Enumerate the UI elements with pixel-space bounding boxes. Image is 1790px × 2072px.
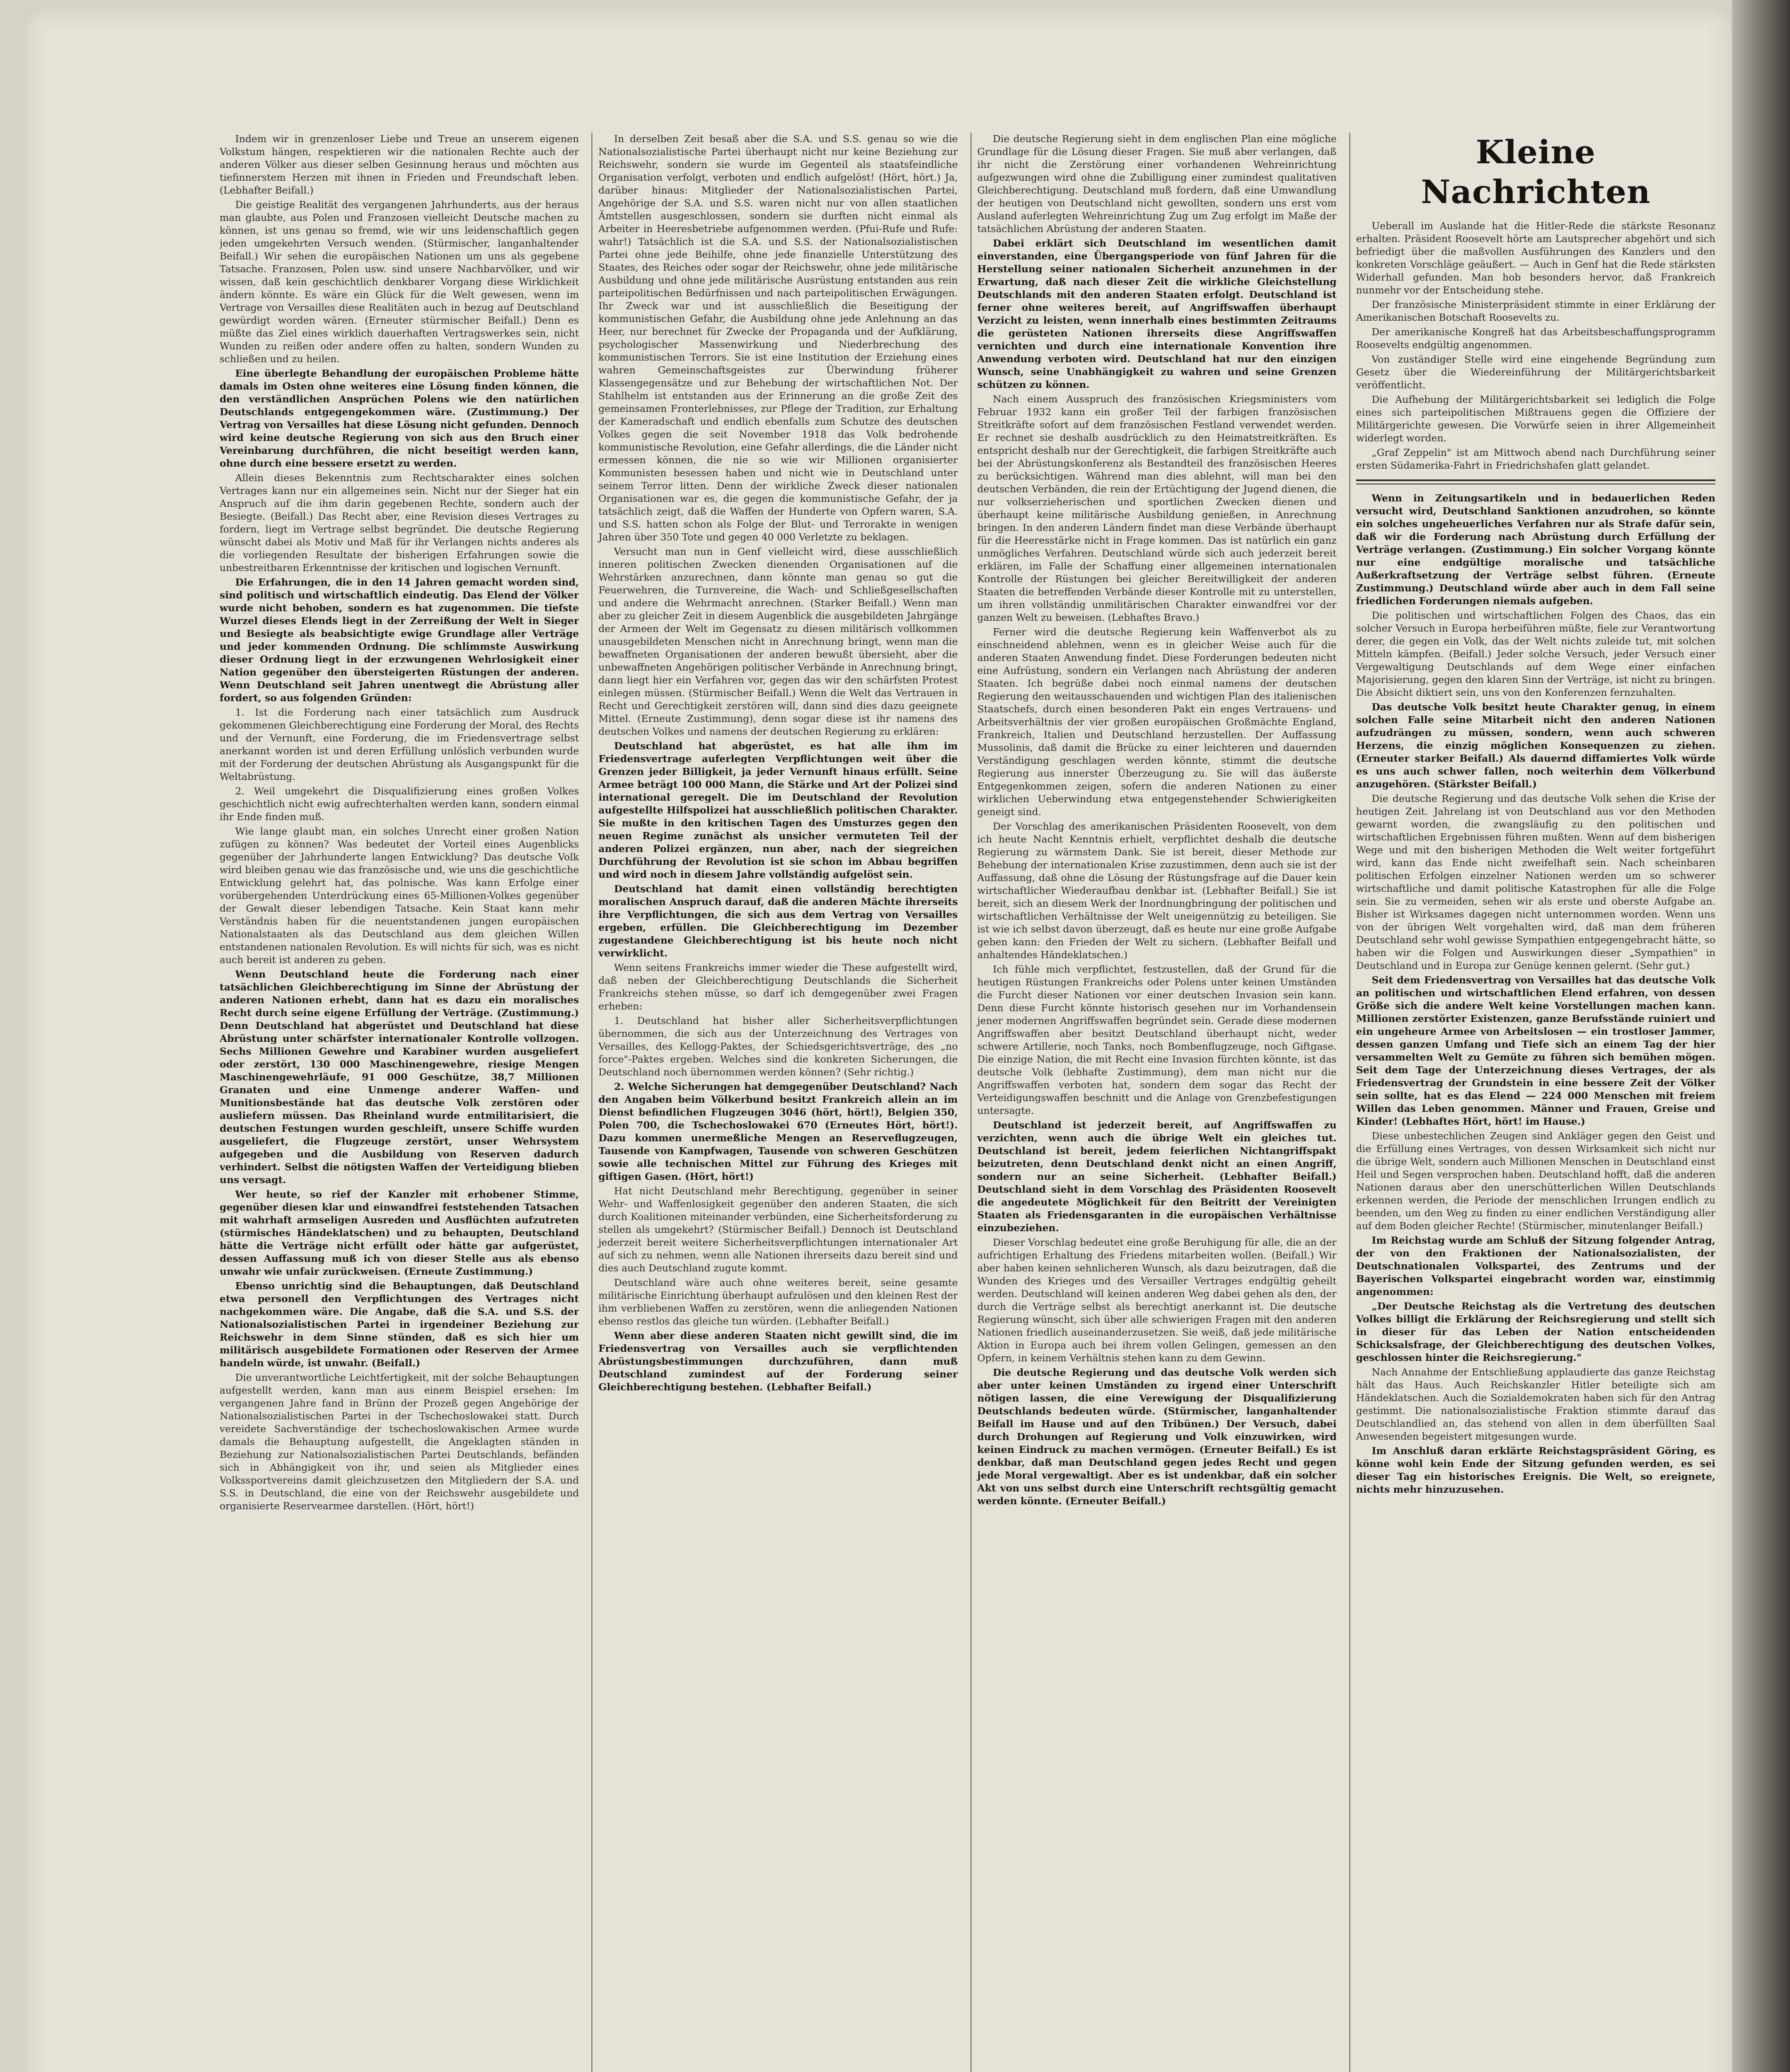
paragraph: Von zuständiger Stelle wird eine eingehende Begründung zum Gesetz über die Wiedereinführung der Militärgerichtsbarkeit veröffentlicht.: [1356, 353, 1715, 391]
paragraph: Die politischen und wirtschaftlichen Folgen des Chaos, das ein solcher Versuch in Europa herbeiführen müßte, fiele zur Verantwortung derer, die gegen ein Volk, das der Welt nichts zuleide tut, mit solchen Mitteln kämpfen. (Beifall.) Jeder solche Versuch, jeder Versuch einer Vergewaltigung Deutschlands auf dem Wege einer einfachen Majorisierung, gegen den klaren Sinn der Verträge, ist nicht zu bringen. Die Absicht diktiert sein, uns von den Konferenzen fernzuhalten.: [1356, 610, 1715, 698]
paragraph: Diese unbestechlichen Zeugen sind Ankläger gegen den Geist und die Erfüllung eines Vertrages, von dessen Wirksamkeit sich nicht nur die übrige Welt, sondern auch Millionen Menschen in Deutschland einst Heil und Segen versprochen haben. Deutschland hofft, daß die anderen Nationen daraus aber den unerschütterlichen Willen Deutschlands erkennen werden, die Periode der menschlichen Irrungen endlich zu beenden, um den Weg zu finden zu einer endlichen Verständigung aller auf dem Boden gleicher Rechte! (Stürmischer, minutenlanger Beifall.): [1356, 1130, 1715, 1232]
paragraph: Deutschland hat damit einen vollständig berechtigten moralischen Anspruch darauf, daß die anderen Mächte ihrerseits ihre Verpflichtungen, die sich aus dem Vertrag von Versailles ergeben, erfüllen. Die Gleichberechtigung im Dezember zugestandene Gleichberechtigung ist bis heute noch nicht verwirklicht.: [598, 883, 958, 959]
paragraph: Die deutsche Regierung und das deutsche Volk sehen die Krise der heutigen Zeit. Jahrelang ist von Deutschland aus vor den Methoden gewarnt worden, die zwangsläufig zu den politischen und wirtschaftlichen Ergebnissen führen mußten. Wenn auf dem bisherigen Wege und mit den bisherigen Methoden die Welt weiter fortgeführt wird, kann das Ende nicht zweifelhaft sein. Nach scheinbaren politischen Erfolgen einzelner Nationen werden um so schwerer wirtschaftliche und damit politische Katastrophen für alle die Folge sein. Sie zu vermeiden, sehen wir als erste und oberste Aufgabe an. Bisher ist Wirksames dagegen nicht unternommen worden. Wenn uns von der übrigen Welt vorgehalten wird, daß man dem früheren Deutschland sehr wohl gewisse Sympathien entgegengebracht hätte, so haben wir die Folgen und Auswirkungen dieser „Sympathien" in Deutschland und in Europa zur Genüge kennen gelernt. (Sehr gut.): [1356, 793, 1715, 971]
paragraph: Hat nicht Deutschland mehr Berechtigung, gegenüber in seiner Wehr- und Waffenlosigkeit gegenüber den anderen Staaten, die sich durch Koalitionen miteinander verbünden, eine Sicherheitsforderung zu stellen als umgekehrt? (Stürmischer Beifall.) Dennoch ist Deutschland jederzeit bereit weitere Sicherheitsverpflichtungen internationaler Art auf sich zu nehmen, wenn alle Nationen ihrerseits dazu bereit sind und dies auch Deutschland zugute kommt.: [598, 1185, 958, 1274]
paragraph: Dieser Vorschlag bedeutet eine große Beruhigung für alle, die an der aufrichtigen Erhaltung des Friedens mitarbeiten wollen. (Beifall.) Wir aber haben keinen sehnlicheren Wunsch, als dazu beizutragen, daß die Wunden des Krieges und des Versailler Vertrages endgültig geheilt werden. Deutschland will keinen anderen Weg dabei gehen als den, der durch die Verträge selbst als berechtigt anerkannt ist. Die deutsche Regierung wünscht, sich über alle schwierigen Fragen mit den anderen Nationen friedlich auseinanderzusetzen. Sie weiß, daß jede militärische Aktion in Europa auch bei ihrem vollen Gelingen, gemessen an den Opfern, in keinem Verhältnis stehen kann zu dem Gewinn.: [977, 1237, 1337, 1364]
speech-continuation: [1356, 492, 1715, 1496]
paragraph: Wenn in Zeitungsartikeln und in bedauerlichen Reden versucht wird, Deutschland Sanktionen anzudrohen, so könnte ein solches ungeheuerliches Verfahren nur als Strafe dafür sein, daß wir die Forderung nach Abrüstung durch Erfüllung der Verträge verlangen. (Zustimmung.) Ein solcher Vorgang könnte nur eine endgültige moralische und tatsächliche Außerkraftsetzung der Verträge selbst führen. (Erneute Zustimmung.) Deutschland würde aber auch in dem Fall seine friedlichen Forderungen niemals aufgeben.: [1356, 492, 1715, 607]
paragraph: Nach einem Ausspruch des französischen Kriegsministers vom Februar 1932 kann ein großer Teil der farbigen französischen Streitkräfte sofort auf dem französischen Festland verwendet werden. Er rechnet sie deshalb ausdrücklich zu den Heimatstreitkräften. Es entspricht deshalb nur der Gerechtigkeit, die farbigen Streitkräfte auch bei der Abrüstungskonferenz als Bestandteil des französischen Heeres zu berücksichtigen. Während man dies ablehnt, will man bei den deutschen Verbänden, die rein der Ertüchtigung der Jugend dienen, die nur volkserzieherischen und sportlichen Zwecken dienen und überhaupt keine militärische Ausbildung genießen, in Anrechnung bringen. In den anderen Ländern findet man diese Verbände überhaupt für die Heeresstärke nicht in Frage kommen. Das ist natürlich ein ganz unmögliches Verfahren. Deutschland würde sich auch jederzeit bereit erklären, im Falle der Schaffung einer allgemeinen internationalen Kontrolle der Rüstungen bei gleicher Bereitwilligkeit der anderen Staaten die betreffenden Verbände dieser Kontrolle mit zu unterstellen, um ihren vollständig unmilitärischen Charakter einwandfrei vor der ganzen Welt zu beweisen. (Lebhaftes Bravo.): [977, 393, 1337, 623]
column-4: [1349, 133, 1715, 2072]
paragraph: „Graf Zeppelin" ist am Mittwoch abend nach Durchführung seiner ersten Südamerika-Fahrt in Friedrichshafen glatt gelandet.: [1356, 447, 1715, 471]
paragraph: Wenn seitens Frankreichs immer wieder die These aufgestellt wird, daß neben der Gleichberechtigung Deutschlands die Sicherheit Frankreichs stehen müsse, so darf ich demgegenüber zwei Fragen erheben:: [598, 962, 958, 1012]
column-1: [220, 133, 579, 2072]
paragraph: Wenn aber diese anderen Staaten nicht gewillt sind, die im Friedensvertrag von Versailles auch sie verpflichtenden Abrüstungsbestimmungen durchzuführen, dann muß Deutschland zumindest auf der Forderung seiner Gleichberechtigung bestehen. (Lebhafter Beifall.): [598, 1330, 958, 1393]
paragraph: Versucht man nun in Genf vielleicht wird, diese ausschließlich inneren politischen Zwecken dienenden Organisationen auf die Wehrstärken anzurechnen, dann könnte man genau so gut die Feuerwehren, die Turnvereine, die Wach- und Schließgesellschaften und andere die Wehrmacht anrechnen. (Starker Beifall.) Wenn man aber zu gleicher Zeit in diesem Augenblick die ausgebildeten Jahrgänge der Armeen der Welt im Gegensatz zu diesen militärisch vollkommen unausgebildeten Menschen nicht in Anrechnung bringt, wenn man die bewaffneten Organisationen der anderen bewußt übersieht, aber die unbewaffneten Angehörigen politischer Verbände in Anrechnung bringt, dann liegt hier ein Verfahren vor, gegen das wir den schärfsten Protest einlegen müssen. (Stürmischer Beifall.) Wenn die Welt das Vertrauen in Recht und Gerechtigkeit zerstören will, dann sind dies dazu geeignete Mittel. (Erneute Zustimmung), denn sogar diese ist ihr namens des deutschen Volkes und namens der deutschen Regierung zu erklären:: [598, 546, 958, 737]
paragraph: Deutschland hat abgerüstet, es hat alle ihm im Friedensvertrage auferlegten Verpflichtungen weit über die Grenzen jeder Billigkeit, ja jeder Vernunft hinaus erfüllt. Seine Armee beträgt 100 000 Mann, die Stärke und Art der Polizei sind international geregelt. Die im Deutschland der Revolution aufgestellte Hilfspolizei hat ausschließlich politischen Charakter. Sie mußte in den kritischen Tagen des Umsturzes gegen den neuen Regime zunächst als unsicher vermuteten Teil der anderen Polizei ergänzen, nun aber, nach der siegreichen Durchführung der Revolution ist sie schon im Abbau begriffen und wird noch in diesem Jahre vollständig aufgelöst sein.: [598, 740, 958, 880]
paragraph: Ferner wird die deutsche Regierung kein Waffenverbot als zu einschneidend ablehnen, wenn es in gleicher Weise auch für die anderen Staaten Anwendung findet. Diese Forderungen bedeuten nicht eine Aufrüstung, sondern ein Verlangen nach Abrüstung der anderen Staaten. Ich begrüße dabei noch einmal namens der deutschen Regierung den weitausschauenden und wichtigen Plan des italienischen Staatschefs, durch einen besonderen Pakt ein enges Vertrauens- und Arbeitsverhältnis der vier großen europäischen Großmächte England, Frankreich, Italien und Deutschland herzustellen. Der Auffassung Mussolinis, daß damit die Brücke zu einer leichteren und dauernden Verständigung geschlagen werden könnte, stimmt die deutsche Regierung aus innerster Überzeugung zu. Sie will das äußerste Entgegenkommen zeigen, sofern die anderen Nationen zu einer wirklichen Ueberwindung etwa entgegenstehender Schwierigkeiten geneigt sind.: [977, 626, 1337, 818]
paragraph: Nach Annahme der Entschließung applaudierte das ganze Reichstag hält das Haus. Auch Reichskanzler Hitler beteiligte sich am Händeklatschen. Auch die Sozialdemokraten haben sich für den Antrag gestimmt. Die nationalsozialistische Fraktion stimmte darauf das Deutschlandlied an, das stehend von allen in dem überfüllten Saal Anwesenden begeistert mitgesungen wurde.: [1356, 1366, 1715, 1442]
paragraph: Wie lange glaubt man, ein solches Unrecht einer großen Nation zufügen zu können? Was bedeutet der Vorteil eines Augenblicks gegenüber der Jahrhunderte langen Entwicklung? Das deutsche Volk wird bleiben genau wie das französische und, wie uns die geschichtliche Entwicklung gelehrt hat, das polnische. Was kann Erfolge einer vorübergehenden Unterdrückung eines 65-Millionen-Volkes gegenüber der Gewalt dieser lebendigen Tatsache. Kein Staat kann mehr Verständnis haben für die neuentstandenen jungen europäischen Nationalstaaten als das Deutschland aus dem gleichen Willen entstandenen nationalen Revolution. Es will nichts für sich, was es nicht auch bereit ist anderen zu geben.: [220, 825, 579, 966]
section-headline: Kleine Nachrichten: [1421, 133, 1651, 211]
paragraph: Die unverantwortliche Leichtfertigkeit, mit der solche Behauptungen aufgestellt werden, kann man aus einem Beispiel ersehen: Im vergangenen Jahre fand in Brünn der Prozeß gegen Angehörige der Nationalsozialistischen Partei in der Tschechoslowakei statt. Durch vereidete Sachverständige der tschechoslowakischen Armee wurde damals die Behauptung aufgestellt, die Angeklagten ständen in Beziehung zur Nationalsozialistischen Partei Deutschlands, befänden sich in Abhängigkeit von ihr, und seien als Mitglieder eines Volkssportvereins damit gleichzusetzen den Mitgliedern der S.A. und S.S. in Deutschland, die eine von der Reichswehr ausgebildete und organisierte Reservearmee darstellen. (Hört, hört!): [220, 1372, 579, 1512]
paragraph: Deutschland ist jederzeit bereit, auf Angriffswaffen zu verzichten, wenn auch die übrige Welt ein gleiches tut. Deutschland ist bereit, jedem feierlichen Nichtangriffspakt beizutreten, denn Deutschland denkt nicht an einen Angriff, sondern nur an seine Sicherheit. (Lebhafter Beifall.) Deutschland sieht in dem Vorschlag des Präsidenten Roosevelt die angedeutete Möglichkeit für den Beitritt der Vereinigten Staaten als Friedensgaranten in die europäischen Verhältnisse einzubeziehen.: [977, 1119, 1337, 1234]
newspaper-page: [25, 8, 1732, 2072]
paragraph: Die deutsche Regierung und das deutsche Volk werden sich aber unter keinen Umständen zu irgend einer Unterschrift nötigen lassen, die eine Verewigung der Disqualifizierung Deutschlands bedeuten würde. (Stürmischer, langanhaltender Beifall im Hause und auf den Tribünen.) Der Versuch, dabei durch Drohungen auf Regierung und Volk einzuwirken, wird keinen Eindruck zu machen vermögen. (Erneuter Beifall.) Es ist denkbar, daß man Deutschland gegen jedes Recht und gegen jede Moral vergewaltigt. Aber es ist undenkbar, daß ein solcher Akt von uns selbst durch eine Unterschrift rechtsgültig gemacht werden könnte. (Erneuter Beifall.): [977, 1367, 1337, 1507]
paragraph: 2. Welche Sicherungen hat demgegenüber Deutschland? Nach den Angaben beim Völkerbund besitzt Frankreich allein an im Dienst befindlichen Flugzeugen 3046 (hört, hört!), Belgien 350, Polen 700, die Tschechoslowakei 670 (Erneutes Hört, hört!). Dazu kommen unermeßliche Mengen an Reserveflugzeugen, Tausende von Kampfwagen, Tausende von schweren Geschützen sowie alle technischen Mittel zur Führung des Krieges mit giftigen Gasen. (Hört, hört!): [598, 1081, 958, 1182]
column-3: [970, 133, 1337, 2072]
paragraph: Wenn Deutschland heute die Forderung nach einer tatsächlichen Gleichberechtigung im Sinne der Abrüstung der anderen Nationen erhebt, dann hat es dazu ein moralisches Recht durch seine eigene Erfüllung der Verträge. (Zustimmung.) Denn Deutschland hat abgerüstet und Deutschland hat diese Abrüstung unter schärfster internationaler Kontrolle vollzogen. Sechs Millionen Gewehre und Karabiner wurden ausgeliefert oder zerstört, 130 000 Maschinengewehre, riesige Mengen Maschinengewehrläufe, 91 000 Geschütze, 38,7 Millionen Granaten und eine Unmenge anderer Waffen- und Munitionsbestände hat das deutsche Volk zerstören oder ausliefern müssen. Das Rheinland wurde entmilitarisiert, die deutschen Festungen wurden geschleift, unsere Schiffe wurden ausgeliefert, die Flugzeuge zerstört, unser Wehrsystem aufgegeben und die Ausbildung von Reserven dadurch verhindert. Selbst die nötigsten Waffen der Verteidigung blieben uns versagt.: [220, 968, 579, 1186]
paragraph: Die Aufhebung der Militärgerichtsbarkeit sei lediglich die Folge eines sich parteipolitischen Mißtrauens gegen die Offiziere der Militärgerichte gewesen. Die Vorwürfe seien in ihrer Allgemeinheit widerlegt worden.: [1356, 394, 1715, 444]
paragraph: Der amerikanische Kongreß hat das Arbeitsbeschaffungsprogramm Roosevelts endgültig angenommen.: [1356, 326, 1715, 351]
section-divider: [1356, 479, 1715, 484]
columns-container: [220, 133, 1715, 2072]
paragraph: Der Vorschlag des amerikanischen Präsidenten Roosevelt, von dem ich heute Nacht Kenntnis erhielt, verpflichtet deshalb die deutsche Regierung zu wärmstem Dank. Sie ist bereit, dieser Methode zur Behebung der internationalen Krise zuzustimmen, denn auch sie ist der Auffassung, daß ohne die Lösung der Rüstungsfrage auf die Dauer kein wirtschaftlicher Wiederaufbau denkbar ist. (Lebhafter Beifall.) Sie ist bereit, sich an diesem Werk der Inordnungbringung der politischen und wirtschaftlichen Verhältnisse der Welt uneigennützig zu beteiligen. Sie ist wie ich selbst davon überzeugt, daß es heute nur eine große Aufgabe geben kann: den Frieden der Welt zu sichern. (Lebhafter Beifall und anhaltendes Händeklatschen.): [977, 821, 1337, 961]
paragraph: Seit dem Friedensvertrag von Versailles hat das deutsche Volk an politischen und wirtschaftlichen Elend erfahren, von dessen Größe sich die andere Welt keine Vorstellungen machen kann. Millionen zerstörter Existenzen, ganze Berufsstände ruiniert und ein ungeheure Armee von Arbeitslosen — ein trostloser Jammer, dessen ganzen Umfang und Tiefe sich an einem Tag der hier versammelten Welt zu Gemüte zu führen sich bemühen mögen. Seit dem Tage der Unterzeichnung dieses Vertrages, der als Friedensvertrag der Grundstein in eine bessere Zeit der Völker sein sollte, hat es das Elend — 224 000 Menschen mit freiem Willen das Leben genommen. Männer und Frauen, Greise und Kinder! (Lebhaftes Hört, hört! im Hause.): [1356, 974, 1715, 1127]
paragraph: Die deutsche Regierung sieht in dem englischen Plan eine mögliche Grundlage für die Lösung dieser Fragen. Sie muß aber verlangen, daß ihr nicht die Zerstörung einer vorhandenen Wehreinrichtung aufgezwungen wird ohne die Zubilligung einer zumindest qualitativen Gleichberechtigung. Deutschland muß fordern, daß eine Umwandlung der heutigen von Deutschland nicht gewollten, sondern uns erst vom Ausland auferlegten Wehreinrichtung Zug um Zug erfolgt im Maße der tatsächlichen Abrüstung der anderen Staaten.: [977, 133, 1337, 235]
paragraph: 1. Deutschland hat bisher aller Sicherheitsverpflichtungen übernommen, die sich aus der Unterzeichnung des Vertrages von Versailles, des Kellogg-Paktes, der Schiedsgerichtsverträge, des „no force"-Paktes ergeben. Welches sind die konkreten Sicherungen, die Deutschland noch übernommen werden können? (Sehr richtig.): [598, 1015, 958, 1078]
paragraph: Die geistige Realität des vergangenen Jahrhunderts, aus der heraus man glaubte, aus Polen und Franzosen vielleicht Deutsche machen zu können, ist uns genau so fremd, wie wir uns leidenschaftlich gegen jeden umgekehrten Versuch wenden. (Stürmischer, langanhaltender Beifall.) Wir sehen die europäischen Nationen um uns als gegebene Tatsache. Franzosen, Polen usw. sind unsere Nachbarvölker, und wir wissen, daß kein geschichtlich denkbarer Vorgang diese Wirklichkeit ändern könnte. Es wäre ein Glück für die Welt gewesen, wenn im Vertrage von Versailles diese Realitäten auch in bezug auf Deutschland gewürdigt worden wären. (Erneuter stürmischer Beifall.) Denn es müßte das Ziel eines wirklich dauerhaften Vertragswerkes sein, nicht Wunden zu reißen oder andere offen zu halten, sondern Wunden zu schließen und zu heilen.: [220, 199, 579, 365]
book-binding-edge: [1732, 0, 1790, 2072]
paragraph: Eine überlegte Behandlung der europäischen Probleme hätte damals im Osten ohne weiteres eine Lösung finden können, die den verständlichen Ansprüchen Polens wie den natürlichen Deutschlands entgegengekommen wäre. (Zustimmung.) Der Vertrag von Versailles hat diese Lösung nicht gefunden. Dennoch wird keine deutsche Regierung von sich aus den Bruch einer Vereinbarung durchführen, die nicht beseitigt werden kann, ohne durch eine bessere ersetzt zu werden.: [220, 368, 579, 469]
paragraph: Der französische Ministerpräsident stimmte in einer Erklärung der Amerikanischen Botschaft Roosevelts zu.: [1356, 299, 1715, 323]
paragraph: Ich fühle mich verpflichtet, festzustellen, daß der Grund für die heutigen Rüstungen Frankreichs oder Polens unter keinen Umständen die Furcht dieser Nationen vor einer deutschen Invasion sein kann. Denn diese Furcht könnte historisch gesehen nur im Vorhandensein jener modernen Angriffswaffen begründet sein. Gerade diese modernen Angriffswaffen aber besitzt Deutschland überhaupt nicht, weder schwere Artillerie, noch Tanks, noch Bombenflugzeuge, noch Giftgase. Die einzige Nation, die mit Recht eine Invasion fürchten könnte, ist das deutsche Volk (lebhafte Zustimmung), dem man nicht nur die Angriffswaffen verboten hat, sondern dem sogar das Recht der Verteidigungswaffen beschnitt und die Anlage von Grenzbefestigungen untersagte.: [977, 963, 1337, 1116]
column-2: [591, 133, 958, 2072]
paragraph: Ebenso unrichtig sind die Behauptungen, daß Deutschland etwa personell den Verpflichtungen des Vertrages nicht nachgekommen wäre. Die Angabe, daß die S.A. und S.S. der Nationalsozialistischen Partei in irgendeiner Beziehung zur Reichswehr in dem Sinne stünden, daß es sich hier um militärisch ausgebildete Formationen oder Reserven der Armee handeln würde, ist unwahr. (Beifall.): [220, 1280, 579, 1369]
paragraph: Wer heute, so rief der Kanzler mit erhobener Stimme, gegenüber diesen klar und einwandfrei feststehenden Tatsachen mit wahrhaft armseligen Ausreden und Ausflüchten aufzutreten (stürmisches Händeklatschen) und zu behaupten, Deutschland hätte die Verträge nicht erfüllt oder hätte gar aufgerüstet, dessen Auffassung muß ich von dieser Stelle aus als ebenso unwahr wie unfair zurückweisen. (Erneute Zustimmung.): [220, 1188, 579, 1277]
short-news-list: [1356, 220, 1715, 472]
paragraph: Dabei erklärt sich Deutschland im wesentlichen damit einverstanden, eine Übergangsperiode von fünf Jahren für die Herstellung seiner nationalen Sicherheit anzunehmen in der Erwartung, daß nach dieser Zeit die wirkliche Gleichstellung Deutschlands mit den anderen Staaten erfolgt. Deutschland ist ferner ohne weiteres bereit, auf Angriffswaffen überhaupt Verzicht zu leisten, wenn innerhalb eines bestimmten Zeitraums die gerüsteten Nationen ihrerseits diese Angriffswaffen vernichten und durch eine internationale Konvention ihre Anwendung verboten wird. Deutschland hat nur den einzigen Wunsch, seine Unabhängigkeit zu wahren und seine Grenzen schützen zu können.: [977, 237, 1337, 390]
paragraph: Im Anschluß daran erklärte Reichstagspräsident Göring, es könne wohl kein Ende der Sitzung gefunden werden, es sei dieser Tag ein historisches Ereignis. Die Welt, so ereignete, nichts mehr hinzuzusehen.: [1356, 1445, 1715, 1495]
paragraph: Das deutsche Volk besitzt heute Charakter genug, in einem solchen Falle seine Mitarbeit nicht den anderen Nationen aufzudrängen zu müssen, sondern, wenn auch schweren Herzens, die einzig möglichen Konsequenzen zu ziehen. (Erneuter starker Beifall.) Als dauernd diffamiertes Volk würde es uns auch schwer fallen, noch weiterhin dem Völkerbund anzugehören. (Stärkster Beifall.): [1356, 701, 1715, 790]
paragraph: 1. Ist die Forderung nach einer tatsächlich zum Ausdruck gekommenen Gleichberechtigung eine Forderung der Moral, des Rechts und der Vernunft, eine Forderung, die im Friedensvertrage selbst anerkannt worden ist und deren Erfüllung unlöslich verbunden wurde mit der Forderung der deutschen Abrüstung als Ausgangspunkt für die Weltabrüstung.: [220, 707, 579, 782]
paragraph: Indem wir in grenzenloser Liebe und Treue an unserem eigenen Volkstum hängen, respektieren wir die nationalen Rechte auch der anderen Völker aus dieser selben Gesinnung heraus und möchten aus tiefinnerstem Herzen mit ihnen in Frieden und Freundschaft leben. (Lebhafter Beifall.): [220, 133, 579, 196]
paragraph: 2. Weil umgekehrt die Disqualifizierung eines großen Volkes geschichtlich nicht ewig aufrechterhalten werden kann, sondern einmal ihr Ende finden muß.: [220, 785, 579, 823]
paragraph: Deutschland wäre auch ohne weiteres bereit, seine gesamte militärische Einrichtung überhaupt aufzulösen und den kleinen Rest der ihm verbliebenen Waffen zu zerstören, wenn die anliegenden Nationen ebenso restlos das gleiche tun würden. (Lebhafter Beifall.): [598, 1277, 958, 1327]
paragraph: Die Erfahrungen, die in den 14 Jahren gemacht worden sind, sind politisch und wirtschaftlich eindeutig. Das Elend der Völker wurde nicht behoben, sondern es hat zugenommen. Die tiefste Wurzel dieses Elends liegt in der Zerreißung der Welt in Sieger und Besiegte als beabsichtigte ewige Grundlage aller Verträge und jeder kommenden Ordnung. Die schlimmste Auswirkung dieser Ordnung liegt in der erzwungenen Wehrlosigkeit einer Nation gegenüber den übersteigerten Rüstungen der anderen. Wenn Deutschland seit Jahren unentwegt die Abrüstung aller fordert, so aus folgenden Gründen:: [220, 576, 579, 704]
paragraph: Im Reichstag wurde am Schluß der Sitzung folgender Antrag, der von den Fraktionen der Nationalsozialisten, der Deutschnationalen Volkspartei, des Zentrums und der Bayerischen Volkspartei eingebracht worden war, einstimmig angenommen:: [1356, 1234, 1715, 1297]
paragraph: Ueberall im Auslande hat die Hitler-Rede die stärkste Resonanz erhalten. Präsident Roosevelt hörte am Lautsprecher abgehört und sich befriedigt über die maßvollen Ausführungen des Kanzlers und den konkreten Vorschläge geäußert. — Auch in Genf hat die Rede stärksten Widerhall gefunden. Man hob besonders hervor, daß Frankreich nunmehr vor der Entscheidung stehe.: [1356, 220, 1715, 296]
paragraph: In derselben Zeit besaß aber die S.A. und S.S. genau so wie die Nationalsozialistische Partei überhaupt nicht nur keine Beziehung zur Reichswehr, sondern sie wurde im Gegenteil als staatsfeindliche Organisation verfolgt, verboten und endlich aufgelöst! (Hört, hört.) Ja, darüber hinaus: Mitglieder der Nationalsozialistischen Partei, Angehörige der S.A. und S.S. waren nicht nur von allen staatlichen Ämtstellen ausgeschlossen, sondern sie durften nicht einmal als Arbeiter in Heeresbetriebe aufgenommen werden. (Pfui-Rufe und Rufe: wahr!) Tatsächlich ist die S.A. und S.S. der Nationalsozialistischen Partei ohne jede Beihilfe, ohne jede finanzielle Unterstützung des Staates, des Reiches oder sogar der Reichswehr, ohne jede militärische Ausbildung und ohne jede militärische Ausrüstung entstanden aus rein parteipolitischen Bedürfnissen und nach parteipolitischen Erwägungen. Ihr Zweck war und ist ausschließlich die Beseitigung der kommunistischen Gefahr, die Ausbildung ohne jede Anlehnung an das Heer, nur berechnet für Zwecke der Propaganda und der Aufklärung, psychologischer Massenwirkung und Niederbrechung des kommunistischen Terrors. Sie ist eine Institution der Erziehung eines wahren Gemeinschaftsgeistes zur Überwindung früherer Klassengegensätze und zur Behebung der wirtschaftlichen Not. Der Stahlhelm ist entstanden aus der Erinnerung an die große Zeit des gemeinsamen Fronterlebnisses, zur Pflege der Tradition, zur Erhaltung der Kameradschaft und endlich ebenfalls zum Schutze des deutschen Volkes gegen die seit November 1918 das Volk bedrohende kommunistische Revolution, eine Gefahr allerdings, die die Länder nicht ermessen können, die nie so wie wir Millionen organisierter Kommunisten besessen haben und nicht wie in Deutschland unter seinem Terror litten. Denn der wirkliche Zweck dieser nationalen Organisationen war es, die gegen die kommunistische Gefahr, der ja tatsächlich zeigt, daß die Waffen der Hunderte von Opfern waren, S.A. und S.S. hatten schon als Folge der Blut- und Terrorakte in wenigen Jahren über 350 Tote und gegen 40 000 Verletzte zu beklagen.: [598, 133, 958, 543]
paragraph: Allein dieses Bekenntnis zum Rechtscharakter eines solchen Vertrages kann nur ein allgemeines sein. Nicht nur der Sieger hat ein Anspruch auf die ihm darin gegebenen Rechte, sondern auch der Besiegte. (Beifall.) Das Recht aber, eine Revision dieses Vertrages zu fordern, liegt im Vertrage selbst begründet. Die deutsche Regierung wünscht dabei als Motiv und Maß für ihr Verlangen nichts anderes als die vorliegenden Resultate der bisherigen Erfahrungen sowie die unbestreitbaren Erkenntnisse der kritischen und logischen Vernunft.: [220, 472, 579, 574]
paragraph: „Der Deutsche Reichstag als die Vertretung des deutschen Volkes billigt die Erklärung der Reichsregierung und stellt sich in dieser für das Leben der Nation entscheidenden Schicksalsfrage, der Gleichberechtigung des deutschen Volkes, geschlossen hinter die Reichsregierung.": [1356, 1300, 1715, 1363]
